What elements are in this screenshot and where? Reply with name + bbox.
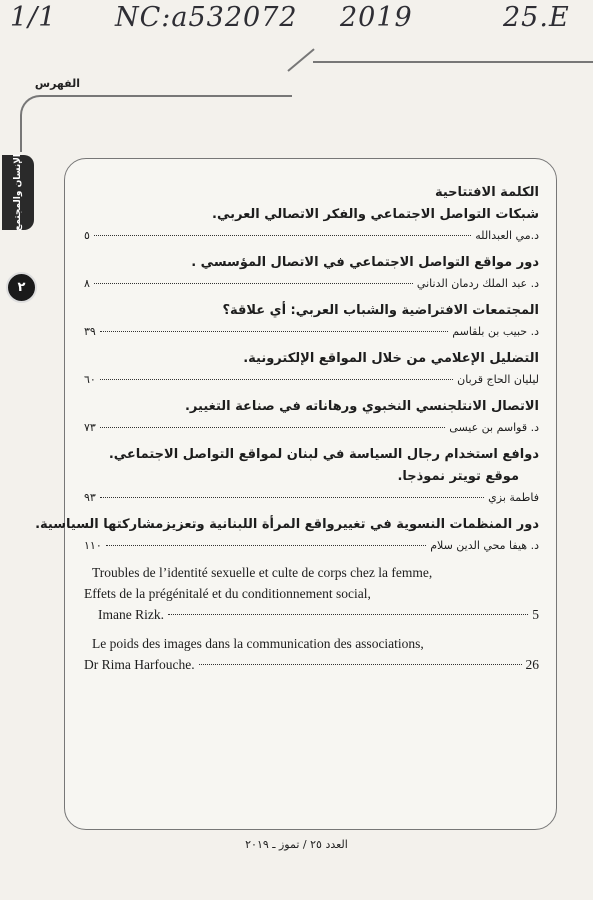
leader-dots xyxy=(199,664,522,665)
toc-entry-title[interactable]: دوافع استخدام رجال السياسة في لبنان لمواقع التواصل الاجتماعي. xyxy=(108,447,539,462)
toc-fr-author: Imane Rizk. xyxy=(98,607,164,622)
toc-fr-author-row xyxy=(84,654,539,675)
toc-entry-author: د. قواسم بن عيسى xyxy=(449,421,539,434)
page-number-badge: ٢ xyxy=(6,272,37,303)
leader-dots xyxy=(94,283,413,284)
toc-entry-author-row xyxy=(84,488,539,508)
handwritten-code: 25.E xyxy=(503,2,570,33)
toc-fr-page: 5 xyxy=(532,607,539,622)
table-of-contents xyxy=(35,182,539,683)
toc-entry-author-row xyxy=(84,274,539,294)
toc-entry-author: د. عبد الملك ردمان الدناني xyxy=(416,277,539,290)
toc-entry-title[interactable]: دور المنظمات النسوية في تغييرواقع المرأة اللبنانية وتعزيزمشاركتها السياسية. xyxy=(35,517,539,532)
handwritten-year: 2019 xyxy=(340,2,413,33)
leader-dots xyxy=(106,545,426,546)
toc-fr-author: Dr Rima Harfouche. xyxy=(84,657,195,672)
toc-entry-title[interactable]: شبكات التواصل الاجتماعي والفكر الاتصالي العربي. xyxy=(212,207,539,222)
handwritten-fraction: 1/1 xyxy=(10,2,57,33)
toc-entry-page: ٥ xyxy=(84,229,90,242)
toc-entry-title[interactable]: الاتصال الانتلجنسي النخبوي ورهاناته في صناعة التغيير. xyxy=(184,399,539,414)
toc-fr-title-line[interactable]: Troubles de l’identité sexuelle et culte de corps chez la femme, xyxy=(92,565,433,580)
toc-entry-author: ليليان الحاج قربان xyxy=(457,373,539,386)
leader-dots xyxy=(100,331,448,332)
toc-entry-page: ٣٩ xyxy=(84,325,96,338)
toc-entry-page: ٦٠ xyxy=(84,373,96,386)
toc-entry-title[interactable]: دور مواقع التواصل الاجتماعي في الاتصال المؤسسي . xyxy=(191,255,539,270)
toc-fr-author-row xyxy=(84,604,539,625)
toc-entry-author: د. هيفا محي الدين سلام xyxy=(430,539,539,552)
side-tab xyxy=(2,155,34,230)
toc-entry-author: د. حبيب بن بلقاسم xyxy=(452,325,539,338)
toc-entry-author-row xyxy=(84,370,539,390)
toc-entry-title[interactable]: المجتمعات الافتراضية والشباب العربي: أي علاقة؟ xyxy=(222,303,539,318)
frame-line xyxy=(20,95,292,152)
toc-entry-page: ٩٣ xyxy=(84,491,96,504)
leader-dots xyxy=(94,235,471,236)
toc-opening[interactable]: الكلمة الافتتاحية xyxy=(434,185,539,200)
section-label: الفهرس xyxy=(34,77,80,90)
toc-entry-author: د.مي العبدالله xyxy=(475,229,539,242)
leader-dots xyxy=(168,614,528,615)
toc-entry-author-row xyxy=(84,536,539,556)
frame-diagonal xyxy=(287,48,314,71)
toc-entry-subtitle[interactable]: موقع تويتر نموذجا. xyxy=(397,469,519,484)
toc-fr-title-line[interactable]: Effets de la prégénitalé et du conditionnement social, xyxy=(84,586,371,601)
frame-top-line xyxy=(313,61,593,63)
side-tab-label: الإنسان والمجتمع xyxy=(13,154,23,231)
toc-entry-page: ٨ xyxy=(84,277,90,290)
toc-entry-page: ١١٠ xyxy=(84,539,102,552)
footer-issue: العدد ٢٥ / تموز ـ ٢٠١٩ xyxy=(245,838,348,851)
toc-entry-author-row xyxy=(84,226,539,246)
toc-entry-author: فاطمة بزي xyxy=(488,491,539,504)
toc-entry-author-row xyxy=(84,322,539,342)
handwritten-reference: NC:a532072 xyxy=(115,2,298,33)
leader-dots xyxy=(100,427,445,428)
toc-fr-title-line[interactable]: Le poids des images dans la communication des associations, xyxy=(92,636,424,651)
toc-entry-author-row xyxy=(84,418,539,438)
toc-fr-page: 26 xyxy=(525,657,539,672)
leader-dots xyxy=(100,497,484,498)
leader-dots xyxy=(100,379,453,380)
toc-entry-title[interactable]: التضليل الإعلامي من خلال المواقع الإلكترونية. xyxy=(243,351,539,366)
toc-entry-page: ٧٣ xyxy=(84,421,96,434)
